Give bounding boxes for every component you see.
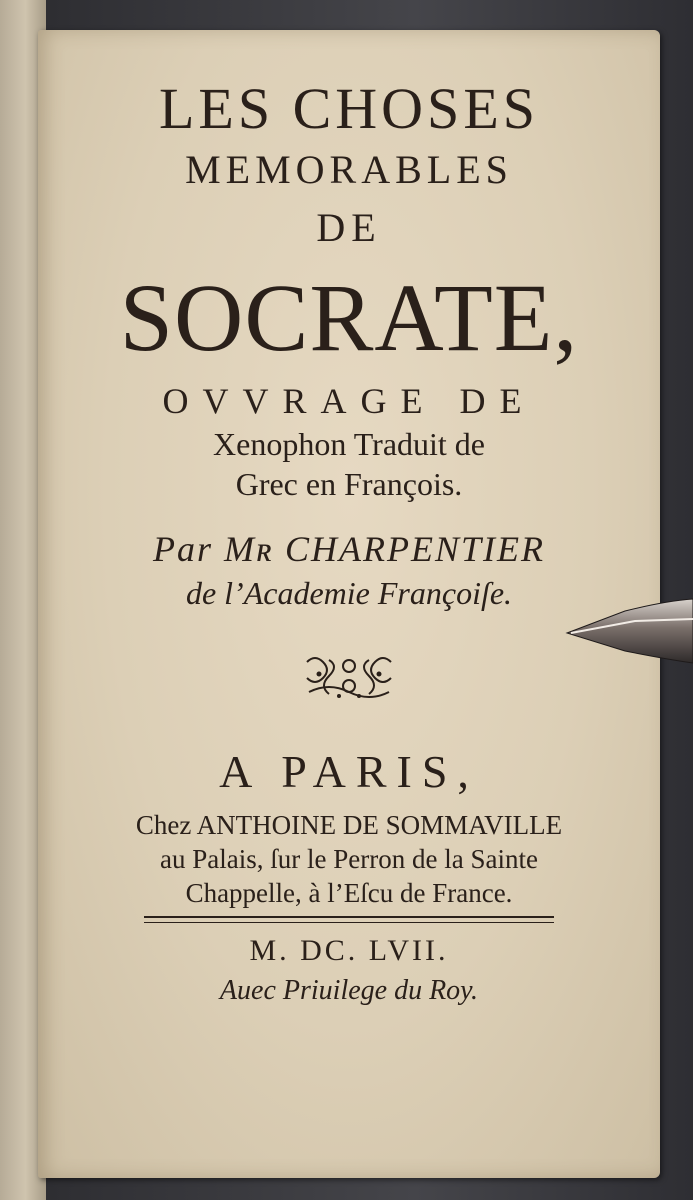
translator-line: Par Mʀ CHARPENTIER <box>153 529 545 569</box>
printers-ornament-icon <box>299 652 399 702</box>
imprint-address-2: Chappelle, à l’Eſcu de France. <box>185 878 513 908</box>
metal-bookmark-icon <box>565 597 693 667</box>
privilege-line: Auec Priuilege du Roy. <box>219 975 479 1006</box>
subtitle-ouvrage: OVVRAGE DE <box>162 381 536 421</box>
divider-rule <box>144 916 554 923</box>
title-line-1: LES CHOSES <box>158 76 539 141</box>
subtitle-grec: Grec en François. <box>235 466 463 502</box>
title-page-text <box>38 30 660 1009</box>
academie-line: de l’Academie Françoiſe. <box>185 575 513 611</box>
imprint-address-1: au Palais, ſur le Perron de la Sainte <box>160 844 538 874</box>
subtitle-xenophon: Xenophon Traduit de <box>213 426 485 462</box>
imprint-date: M. DC. LVII. <box>249 934 449 967</box>
title-line-2: MEMORABLES <box>185 147 513 192</box>
imprint-city: A PARIS, <box>219 746 479 797</box>
title-main-socrate: SOCRATE, <box>119 264 579 371</box>
imprint-publisher: Chez ANTHOINE DE SOMMAVILLE <box>135 810 563 840</box>
title-line-3: DE <box>316 205 382 250</box>
